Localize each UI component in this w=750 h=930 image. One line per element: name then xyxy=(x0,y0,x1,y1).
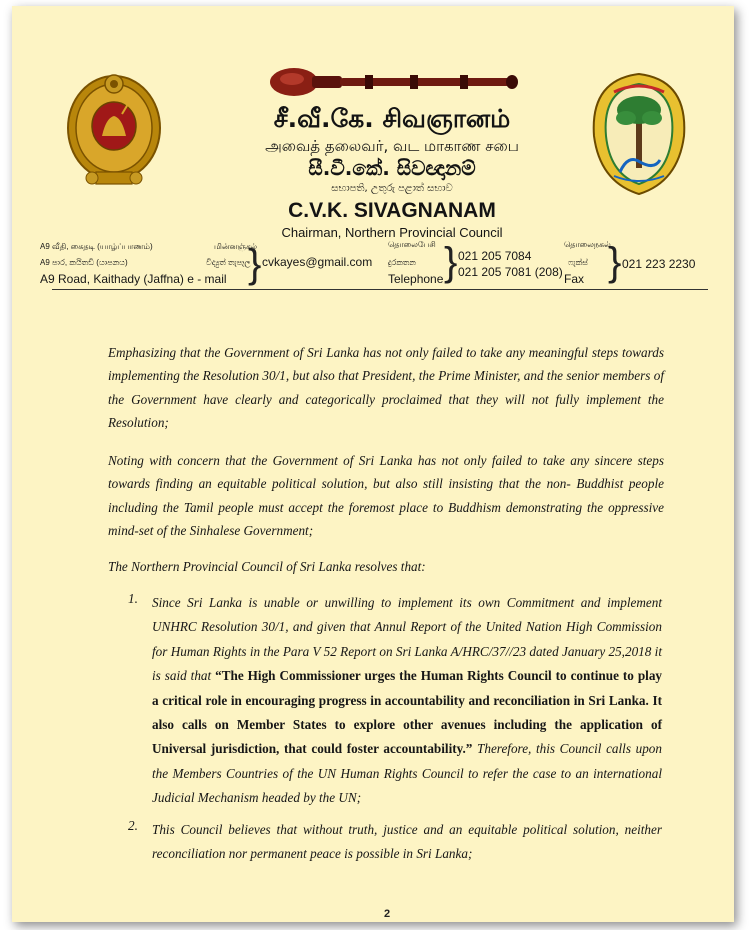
address-english: A9 Road, Kaithady (Jaffna) e - mail xyxy=(40,272,227,286)
brace-fax: } xyxy=(608,240,622,284)
phone-label-english: Telephone xyxy=(388,272,444,286)
brace-phone: } xyxy=(444,240,458,284)
fax-label-english: Fax xyxy=(564,272,585,286)
fax-number: 021 223 2230 xyxy=(622,257,696,271)
phone-number-2: 021 205 7081 (208) xyxy=(458,265,563,279)
resolution-item-2: This Council believes that without truth, justice and an equitable political solution, neither reconciliation nor permanent peace is possible in Sri Lanka; xyxy=(152,822,662,862)
ceremonial-mace-icon xyxy=(270,64,518,100)
title-sinhala: සභාපති, උතුරු පළාත් සභාව xyxy=(331,183,453,194)
brace-email: } xyxy=(248,242,262,286)
fax-label-tamil: தொலைநகல் xyxy=(564,240,611,249)
email-address: cvkayes@gmail.com xyxy=(262,255,373,269)
title-english: Chairman, Northern Provincial Council xyxy=(281,225,503,240)
phone-label-tamil: தொலைபேசி xyxy=(388,240,436,249)
phone-label-sinhala: දුරකතන xyxy=(388,258,416,267)
item-1-number: 1. xyxy=(128,591,138,606)
email-label-sinhala: විද්‍යුත් තැපෑල xyxy=(206,258,251,267)
name-sinhala: සී.වී.කේ. සිවඥානම් xyxy=(308,156,476,180)
header-divider xyxy=(52,289,708,290)
page-number: 2 xyxy=(383,908,391,920)
paragraph-resolves: The Northern Provincial Council of Sri Lanka resolves that: xyxy=(108,559,426,574)
paragraph-noting: Noting with concern that the Government of Sri Lanka has not only failed to take any sincere steps towards finding an equitable political solution, but also still insisting that the non- Buddhist people including the Tamil people must accept the foremost place to Buddhism demonstrating the oppressive mind-set of the Sinhalese Government; xyxy=(108,453,664,539)
fax-label-sinhala: ෆැක්ස් xyxy=(568,258,588,267)
item-2-number: 2. xyxy=(128,818,138,833)
address-tamil: A9 வீதி, கைதடி (யாழ்ப்பாணம்) xyxy=(40,242,153,251)
quote-high-commissioner: “The High Commissioner urges the Human Rights Council to continue to play a critical role in encouraging progress in accountability and reconciliation in Sri Lanka. It also calls on Member States to explore other avenues including the application of Universal jurisdiction, that could foster accountability.” xyxy=(152,668,663,757)
name-english: C.V.K. SIVAGNANAM xyxy=(288,199,496,222)
resolution-item-1: Since Sri Lanka is unable or unwilling to implement its own Commitment and implement UNHRC Resolution 30/1, and given that Annul Report of the United Nation High Commission for Human Rights in the Para V 52 Report on Sri Lanka A/HRC/37//23 dated January 25,2018 it is said that “The High Commissioner urges the Human Rights Council to continue to play a critical role in encouraging progress in accountability and reconciliation in Sri Lanka. It also calls on Member States to explore other avenues including the application of Universal jurisdiction, that could foster accountability.” Therefore, this Council calls upon the Members Countries of the UN Human Rights Council to refer the case to an international Judicial Mechanism headed by the UN; xyxy=(152,595,663,806)
paragraph-emphasizing: Emphasizing that the Government of Sri Lanka has not only failed to take any meaningful steps towards implementing the Resolution 30/1, but also that President, the Prime Minister, and the senior members of the Government have clearly and categorically proclaimed that they will not fully implement the Resolution; xyxy=(108,345,664,431)
phone-number-1: 021 205 7084 xyxy=(458,249,532,263)
email-label-tamil: மின்னஞ்சல் xyxy=(214,242,258,251)
sri-lanka-emblem-icon xyxy=(62,68,166,196)
address-sinhala: A9 පාර, කයිතඩි (යාපනය) xyxy=(40,258,128,267)
letter-page xyxy=(12,6,734,922)
name-tamil: சீ.வீ.கே. சிவஞானம் xyxy=(273,104,511,133)
title-tamil: அவைத் தலைவர், வட மாகாண சபை xyxy=(265,137,519,155)
